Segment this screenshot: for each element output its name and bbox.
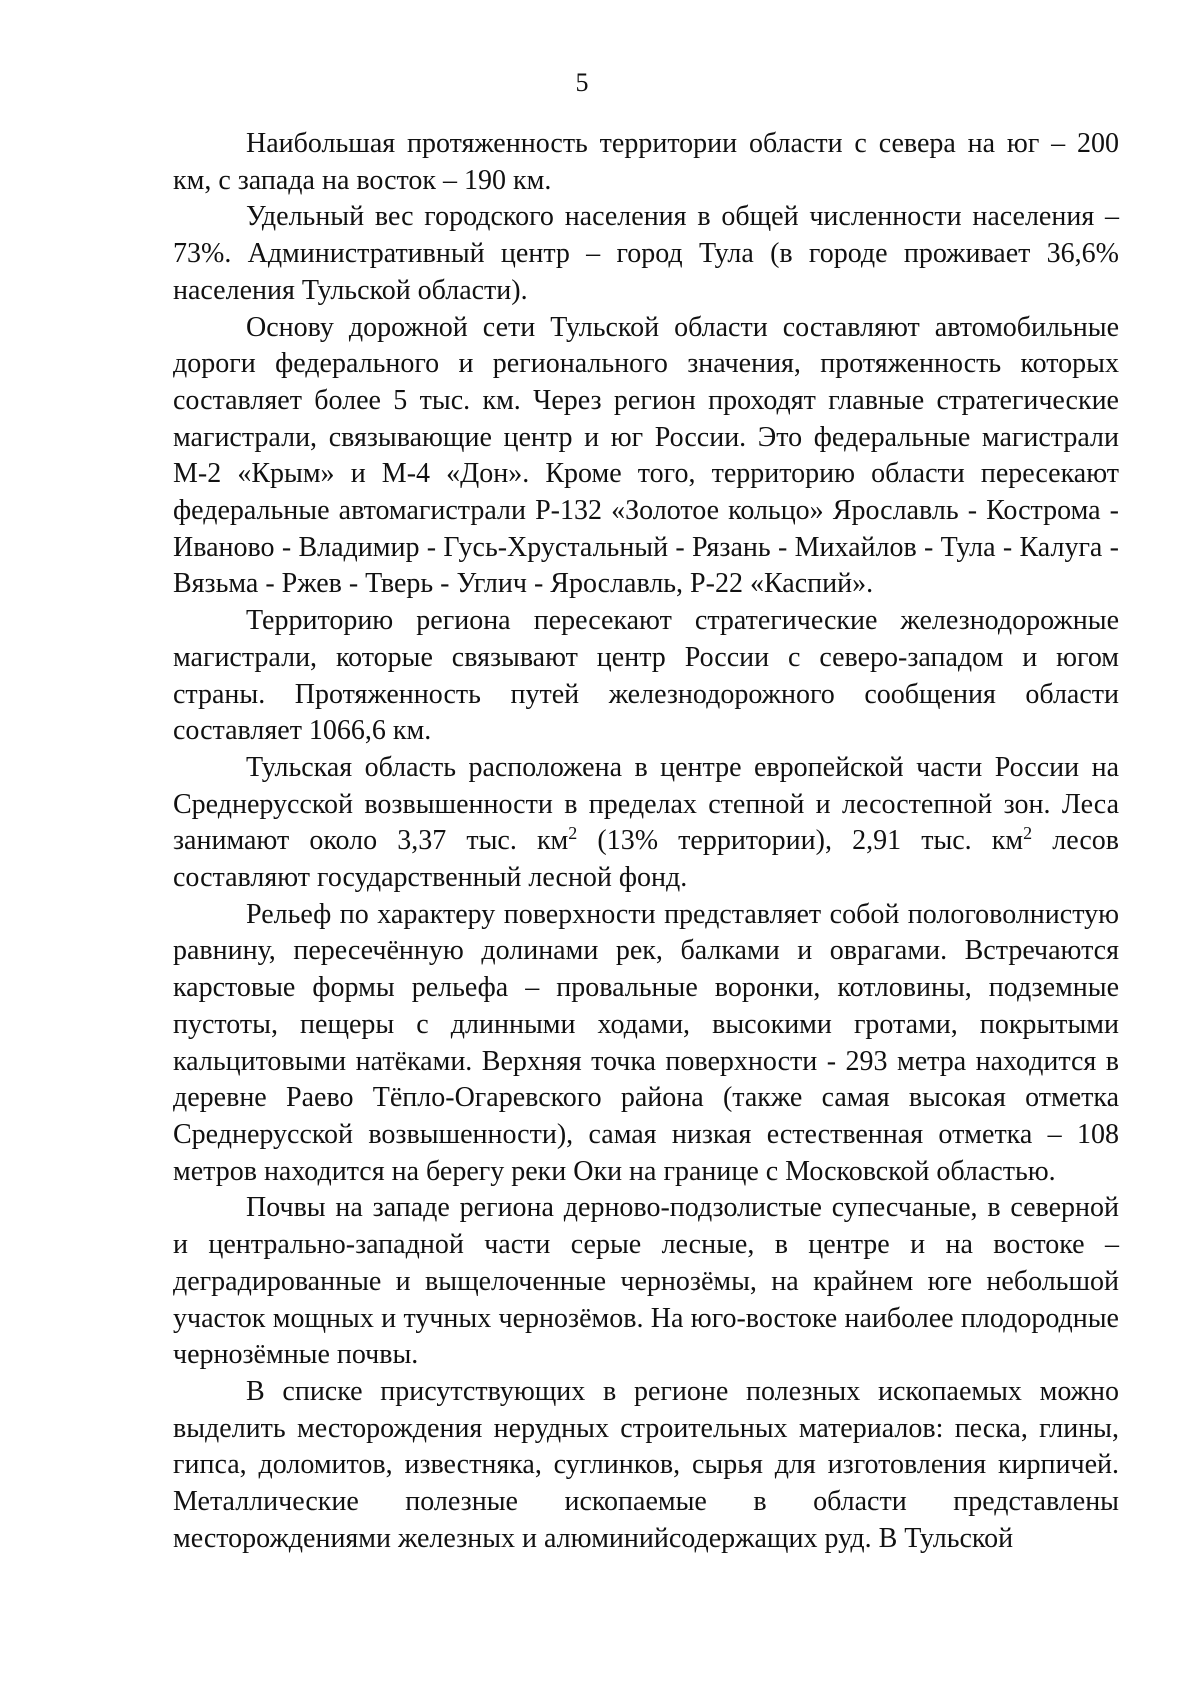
paragraph-territory-extent: Наибольшая протяженность территории области с севера на юг – 200 км, с запада на восток – 190 км.	[173, 128, 1119, 196]
paragraph-forests	[173, 750, 1119, 897]
paragraph-soils: Почвы на западе региона дерново-подзолистые супесчаные, в северной и центрально-западной части серые лесные, в центре и на востоке – деградированные и выщелоченные чернозёмы, на крайнем юге небольшой участок мощных и тучных чернозёмов. На юго-востоке наиболее плодородные чернозёмные почвы.	[173, 1192, 1119, 1371]
paragraph-urban-population: Удельный вес городского населения в общей численности населения – 73%. Административный центр – город Тула (в городе проживает 36,6% населения Тульской области).	[173, 201, 1119, 306]
forest-text-part-2: (13% территории), 2,91 тыс. км	[577, 825, 1024, 857]
paragraph-railways: Территорию региона пересекают стратегические железнодорожные магистрали, которые связывают центр России с северо-западом и югом страны. Протяженность путей железнодорожного сообщения области составляет 1066,6 км.	[173, 605, 1119, 747]
superscript-square-1: 2	[568, 823, 578, 844]
forest-text-part-3: лесов составляют государственный лесной фонд.	[173, 825, 1119, 894]
forest-text-part-1: Тульская область расположена в центре европейской части России на Среднерусской возвышенности в пределах степной и лесостепной зон. Леса занимают около 3,37 тыс. км	[173, 751, 1119, 857]
superscript-square-2: 2	[1023, 823, 1033, 844]
paragraph-road-network: Основу дорожной сети Тульской области составляют автомобильные дороги федерального и регионального значения, протяженность которых составляет более 5 тыс. км. Через регион проходят главные стратегические магистрали, связывающие центр и юг России. Это федеральные магистрали М-2 «Крым» и М-4 «Дон». Кроме того, территорию области пересекают федеральные автомагистрали Р-132 «Золотое кольцо» Ярославль - Кострома - Иваново - Владимир - Гусь-Хрустальный - Рязань - Михайлов - Тула - Калуга - Вязьма - Ржев - Тверь - Углич - Ярославль, Р-22 «Каспий».	[173, 311, 1119, 600]
page-number: 5	[575, 68, 589, 97]
paragraph-relief: Рельеф по характеру поверхности представляет собой пологоволнистую равнину, пересечённую долинами рек, балками и оврагами. Встречаются карстовые формы рельефа – провальные воронки, котловины, подземные пустоты, пещеры с длинными ходами, высокими гротами, покрытыми кальцитовыми натёками. Верхняя точка поверхности - 293 метра находится в деревне Раево Тёпло-Огаревского района (также самая высокая отметка Среднерусской возвышенности), самая низкая естественная отметка – 108 метров находится на берегу реки Оки на границе с Московской областью.	[173, 898, 1119, 1187]
paragraph-minerals: В списке присутствующих в регионе полезных ископаемых можно выделить месторождения нерудных строительных материалов: песка, глины, гипса, доломитов, известняка, суглинков, сырья для изготовления кирпичей. Металлические полезные ископаемые в области представлены месторождениями железных и алюминийсодержащих руд. В Тульской	[173, 1375, 1119, 1554]
document-body	[173, 126, 1119, 1557]
